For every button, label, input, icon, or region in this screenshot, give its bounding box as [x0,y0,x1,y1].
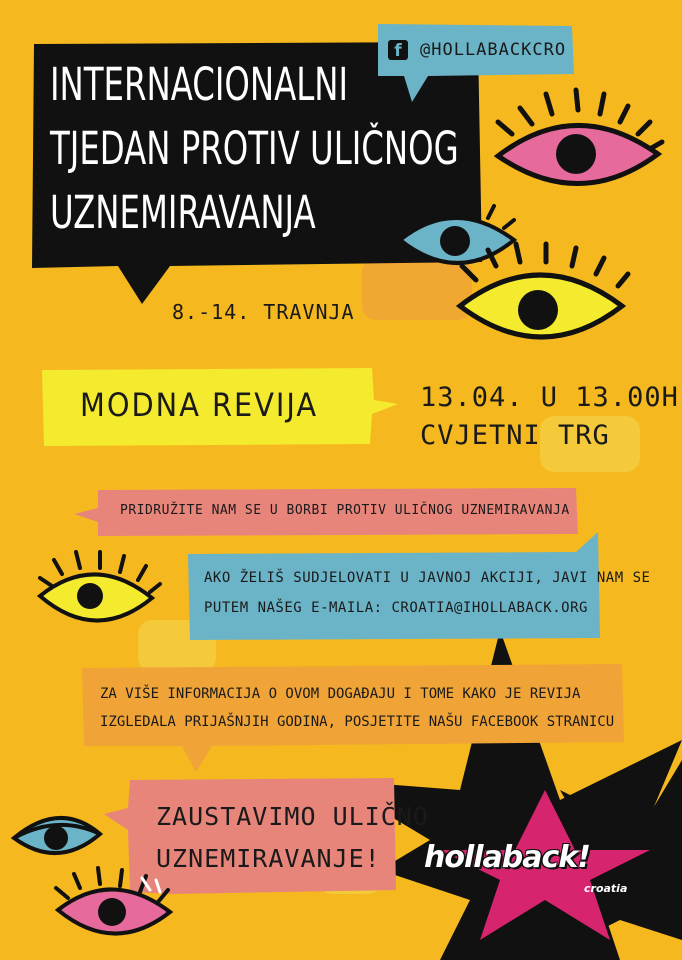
bottom-pink-eye-icon [56,868,170,934]
event-name: MODNA REVIJA [80,386,318,424]
social-handle[interactable]: @HOLLABACKCRO [420,40,567,60]
event-time: 13.04. U 13.00H [420,382,679,413]
logo-subtext: croatia [584,882,628,895]
info-line-2[interactable]: IZGLEDALA PRIJAŠNJIH GODINA, POSJETITE NAŠU FACEBOOK STRANICU [100,714,615,730]
bottom-blue-eye-icon [14,818,100,853]
info-line-1: ZA VIŠE INFORMACIJA O OVOM DOGAĐAJU I TOME KAKO JE REVIJA [100,686,581,702]
title-line-2: TJEDAN PROTIV ULIČNOG [50,124,459,176]
event-dates: 8.-14. TRAVNJA [172,300,355,324]
contact-line-1: AKO ŽELIŠ SUDJELOVATI U JAVNOJ AKCIJI, JAVI NAM SE [204,570,651,586]
title-line-3: UZNEMIRAVANJA [50,188,316,240]
blue-eye-icon [400,196,514,263]
event-place: CVJETNI TRG [420,420,610,451]
pink-eye-icon [498,90,662,184]
facebook-icon[interactable]: f [388,40,408,60]
join-message: PRIDRUŽITE NAM SE U BORBI PROTIV ULIČNOG UZNEMIRAVANJA [120,503,570,518]
title-line-1: INTERNACIONALNI [50,60,349,112]
contact-line-2[interactable]: PUTEM NAŠEG E-MAILA: CROATIA@IHOLLABACK.ORG [204,600,588,616]
logo-text: hollaback! [424,840,590,875]
slogan-line-2: UZNEMIRAVANJE! [156,844,381,873]
slogan-line-1: ZAUSTAVIMO ULIČNO [156,802,429,831]
left-yellow-eye-icon [40,552,160,621]
